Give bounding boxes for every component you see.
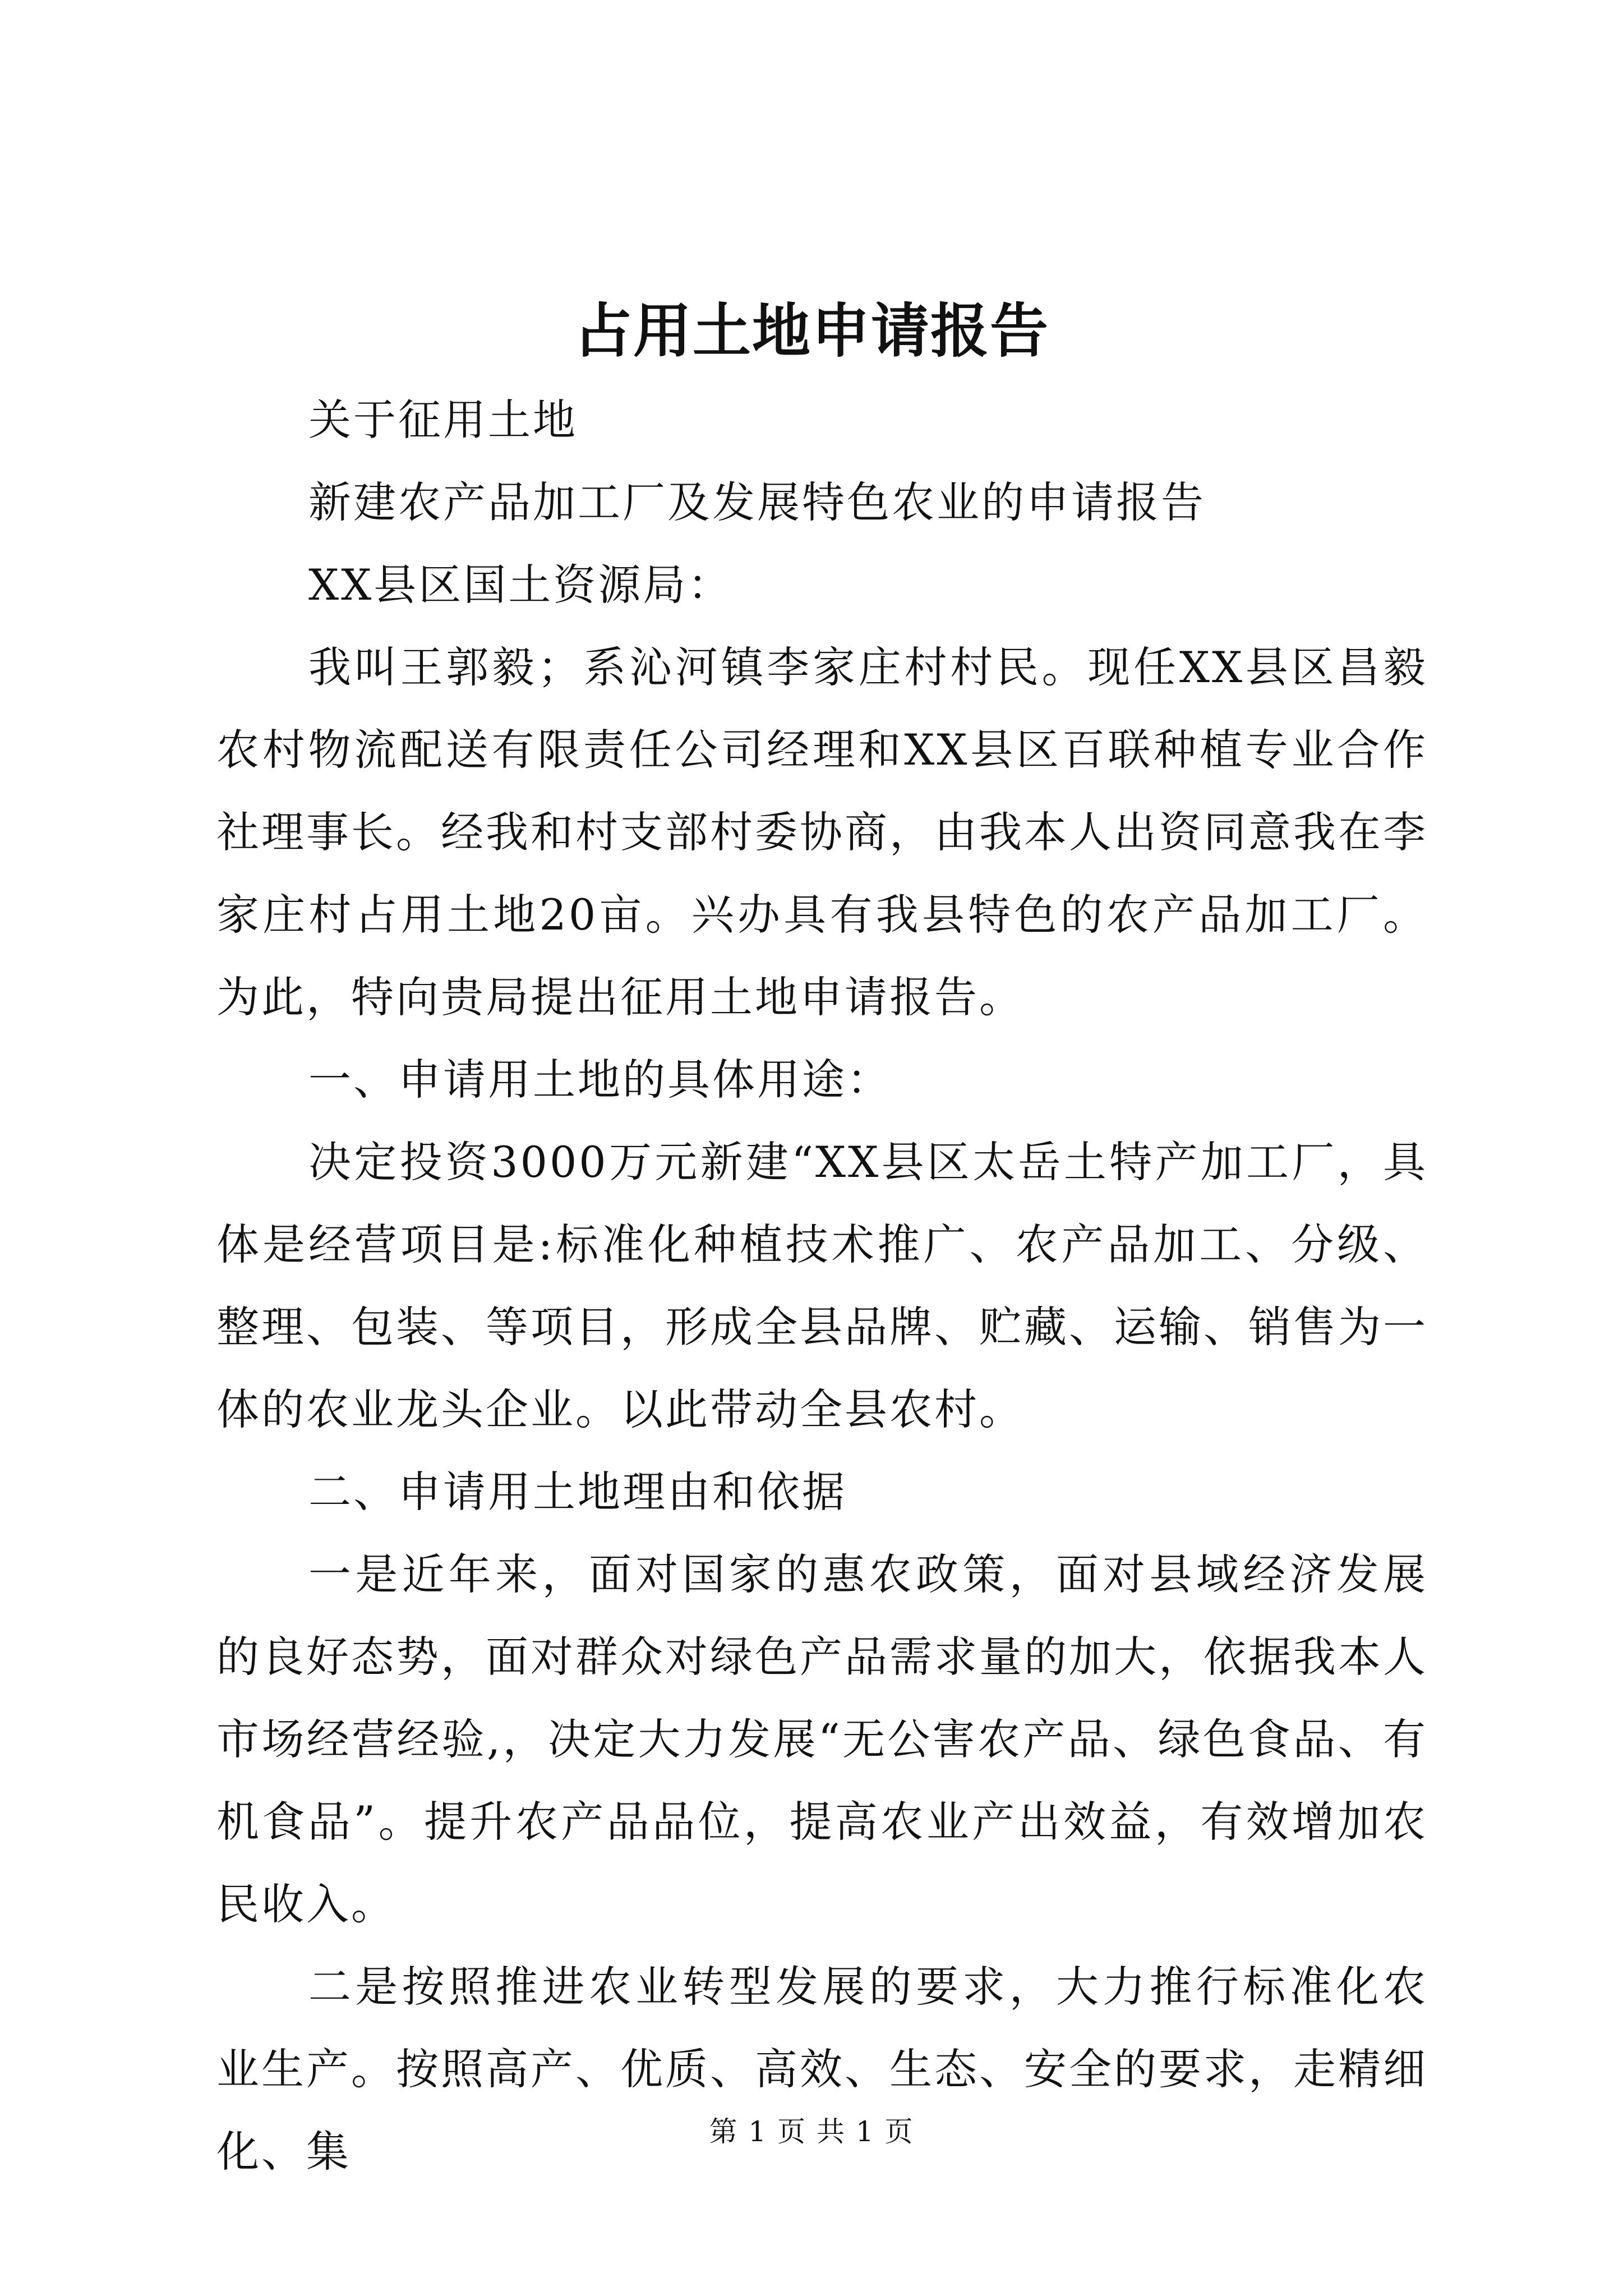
page-number-footer: 第 1 页 共 1 页 xyxy=(709,2115,914,2148)
section-heading-1: 一、申请用土地的具体用途： xyxy=(308,1055,892,1105)
paragraph-addressee: XX县区国土资源局： xyxy=(308,560,733,610)
paragraph-subject-line-2: 新建农产品加工厂及发展特色农业的申请报告 xyxy=(308,477,1206,527)
section-heading-2: 二、申请用土地理由和依据 xyxy=(308,1467,847,1517)
document-body xyxy=(216,379,1428,2193)
paragraph-reason-1: 一是近年来，面对国家的惠农政策，面对县域经济发展的良好态势，面对群众对绿色产品需求量的加大，依据我本人市场经营经验,，决定大力发展“无公害农产品、绿色食品、有机食品”。提升农产品品位，提高农业产出效益，有效增加农民收入。 xyxy=(216,1549,1428,1929)
paragraph-introduction: 我叫王郭毅；系沁河镇李家庄村村民。现任XX县区昌毅农村物流配送有限责任公司经理和XX县区百联种植专业合作社理事长。经我和村支部村委协商，由我本人出资同意我在李家庄村占用土地20亩。兴办具有我县特色的农产品加工厂。为此，特向贵局提出征用土地申请报告。 xyxy=(216,642,1428,1022)
paragraph-reason-2: 二是按照推进农业转型发展的要求，大力推行标准化农业生产。按照高产、优质、高效、生态、安全的要求，走精细化、集 xyxy=(216,1962,1428,2177)
document-title: 占用土地申请报告 xyxy=(573,296,1049,365)
paragraph-subject-line-1: 关于征用土地 xyxy=(308,395,578,445)
paragraph-land-use: 决定投资3000万元新建“XX县区太岳土特产加工厂，具体是经营项目是:标准化种植技术推广、农产品加工、分级、整理、包装、等项目，形成全县品牌、贮藏、运输、销售为一体的农业龙头企业。以此带动全县农村。 xyxy=(216,1137,1428,1434)
